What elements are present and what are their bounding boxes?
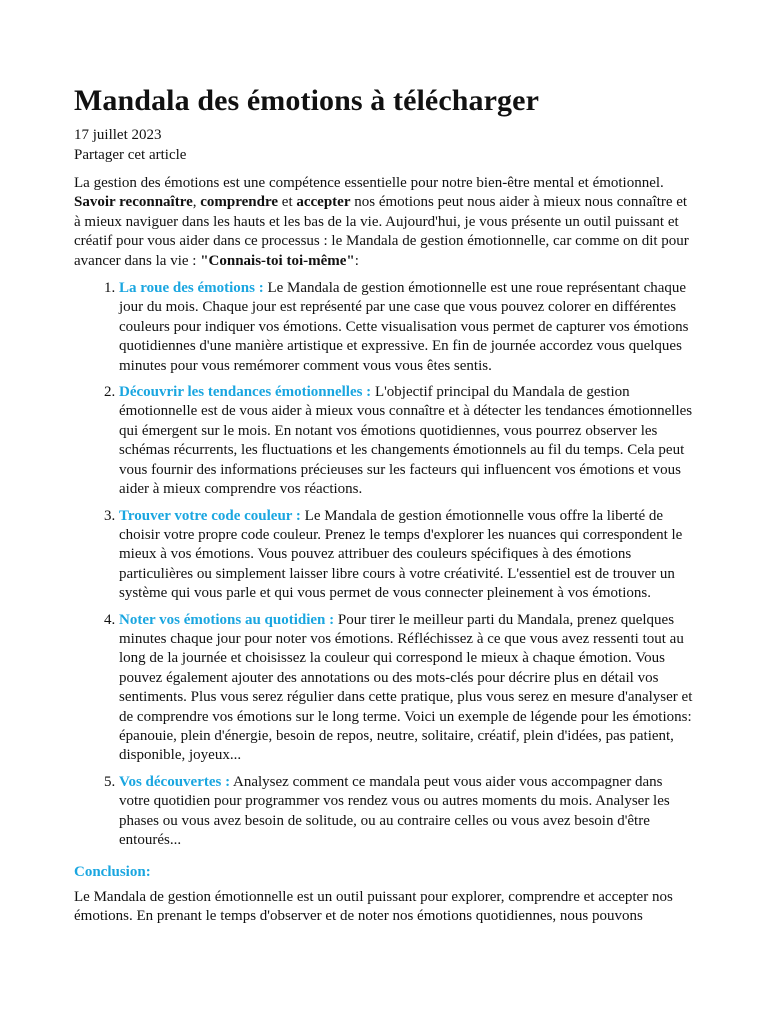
intro-end: : — [354, 252, 359, 269]
intro-bold-accept: accepter — [296, 194, 351, 211]
list-item-heading: Vos découvertes : — [119, 773, 231, 790]
list-item-text: L'objectif principal du Mandala de gestion émotionnelle est de vous aider à mieux vous connaître et à détecter les tendances émotionnelles qui émergent sur le mois. En notant vos émotions quotidiennes, vous pourrez observer les schémas récurrents, les fluctuations et les changements émotionnels au fil du temps. Cela peut vous fournir des informations précieuses sur les facteurs qui influencent vos émotions et vous aider à mieux comprendre vos réactions. — [119, 384, 693, 498]
article-date: 17 juillet 2023 — [74, 127, 162, 143]
conclusion-paragraph: Le Mandala de gestion émotionnelle est un outil puissant pour explorer, comprendre et accepter nos émotions. En prenant le temps d'observer et de noter nos émotions quotidiennes, nous pouvons — [74, 888, 673, 925]
list-item — [119, 279, 694, 376]
intro-paragraph — [74, 174, 694, 271]
intro-bold-recognize: Savoir reconnaître — [74, 194, 193, 211]
list-item-text: Le Mandala de gestion émotionnelle vous offre la liberté de choisir votre propre code couleur. Prenez le temps d'explorer les nuances qui correspondent le mieux à vos émotions. Vous pouvez attribuer des couleurs spécifiques à des émotions particulières ou simplement laisser libre cours à votre créativité. L'essentiel est de trouver un système qui vous parle et qui vous permet de vous connecter pleinement à vos émotions. — [119, 507, 683, 602]
intro-quote: "Connais-toi toi-même" — [200, 252, 355, 269]
intro-text-1: La gestion des émotions est une compétence essentielle pour notre bien-être mental et émotionnel. — [74, 175, 664, 191]
intro-text-2: nos émotions peut nous aider à mieux nous connaître et à mieux naviguer dans les hauts et les bas de la vie. Aujourd'hui, je vous présente un outil puissant et créatif pour vous aider dans ce processus : le Mandala de gestion émotionnelle, car comme on dit pour avancer dans la vie : — [74, 194, 689, 269]
list-item-heading: La roue des émotions : — [119, 280, 264, 297]
intro-bold-understand: comprendre — [200, 194, 279, 211]
list-item-text: Pour tirer le meilleur parti du Mandala, prenez quelques minutes chaque jour pour noter vos émotions. Réfléchissez à ce que vous avez ressenti tout au long de la journée et choisissez la couleur qui correspond le mieux à chaque émotion. Vous pouvez également ajouter des annotations ou des mots-clés pour décrire plus en détail vos sentiments. Plus vous serez régulier dans cette pratique, plus vous serez en mesure d'analyser et de comprendre vos émotions sur le long terme. Voici un exemple de légende pour les émotions: épanouie, plein d'énergie, besoin de repos, neutre, solitaire, créatif, plein d'idées, pas patient, disponible, joyeux... — [119, 611, 693, 764]
list-item-heading: Trouver votre code couleur : — [119, 507, 301, 524]
list-item — [119, 507, 694, 604]
list-item-heading: Découvrir les tendances émotionnelles : — [119, 384, 372, 401]
list-item — [119, 773, 694, 851]
intro-sep-2: et — [278, 194, 297, 211]
list-item — [119, 611, 694, 766]
share-article-link[interactable]: Partager cet article — [74, 147, 187, 163]
list-item-text: Analysez comment ce mandala peut vous aider vous accompagner dans votre quotidien pour programmer vos rendez vous ou autres moments du mois. Analyser les phases ou vous avez besoin de solitude, ou au contraire celles ou vous avez besoin d'être entourés... — [119, 773, 670, 848]
emotion-steps-list — [74, 279, 694, 850]
conclusion-heading: Conclusion: — [74, 864, 151, 881]
list-item-heading: Noter vos émotions au quotidien : — [119, 611, 335, 628]
list-item — [119, 383, 694, 499]
intro-sep-1: , — [192, 194, 201, 211]
list-item-text: Le Mandala de gestion émotionnelle est une roue représentant chaque jour du mois. Chaque jour est représenté par une case que vous pouvez colorer en différentes couleurs pour indiquer vos émotions. Cette visualisation vous permet de capturer vos émotions quotidiennes d'une manière artistique et expressive. En fin de journée accordez vous quelques minutes pour vous remémorer comment vous vous êtes sentis. — [119, 280, 689, 374]
article-title: Mandala des émotions à télécharger — [74, 84, 539, 117]
